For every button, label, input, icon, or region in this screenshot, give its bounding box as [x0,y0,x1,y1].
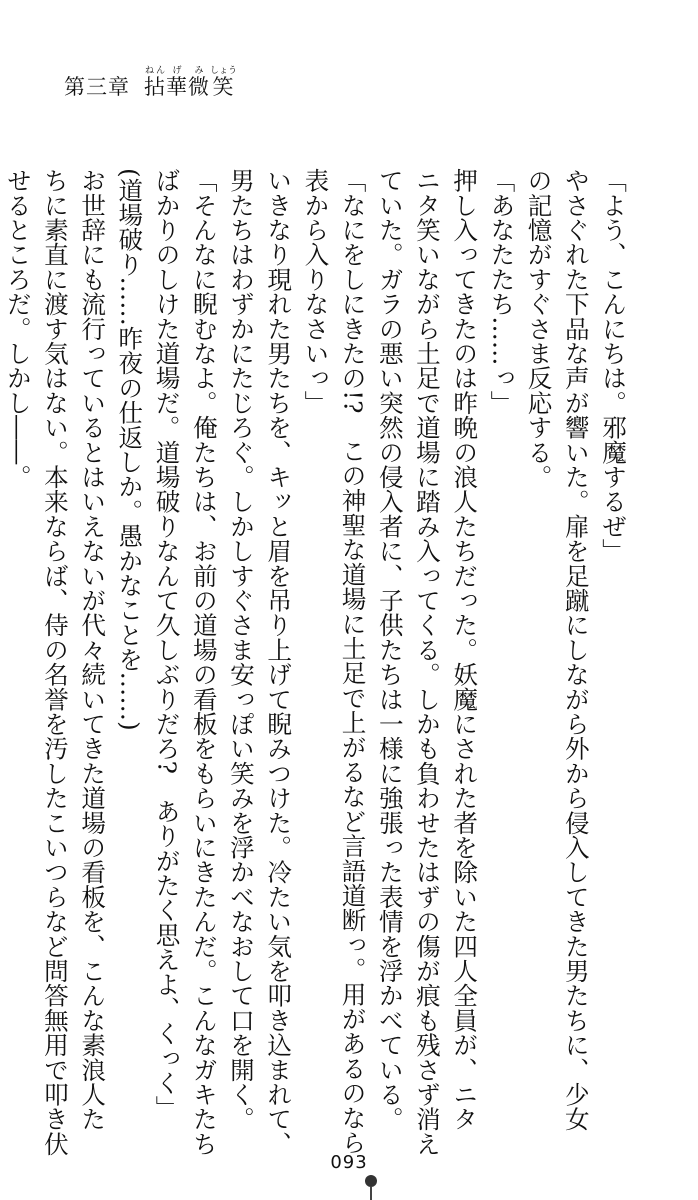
text-line: 押し入ってきたのは昨晩の浪人たちだった。妖魔にされた者を除いた四人全員が、ニタ [450,168,480,1132]
text-line: 「そんなに睨むなよ。俺たちは、お前の道場の看板をもらいにきたんだ。こんなガキたち [189,168,219,1156]
furigana: げ [166,66,188,76]
furigana: み [188,66,210,76]
chapter-header [64,66,237,98]
page-number: 093 [330,1152,368,1173]
title-char-2: 微み [188,66,210,99]
text-line: お世辞にも流行っているとはいえないが代々続いてきた道場の看板を、こんな素浪人た [78,168,108,1132]
text-line: 男たちはわずかにたじろぐ。しかしすぐさま安っぽい笑みを浮かべなおして口を開く。 [226,168,256,1132]
text-line: いきなり現れた男たちを、キッと眉を吊り上げて睨みつけた。冷たい気を叩き込まれて、 [264,168,294,1156]
text-line: やさぐれた下品な声が響いた。扉を足蹴にしながら外から侵入してきた男たちに、少女 [561,168,591,1132]
text-line: 表から入りなさいっ」 [301,168,331,415]
text-line: 「あなたたち……っ」 [487,168,517,415]
chapter-number: 第三章 [64,75,130,99]
bookmark-dot-icon [365,1175,377,1187]
text-line: ちに素直に渡す気はない。本来ならば、侍の名誉を汚したこいつらなど問答無用で叩き伏 [40,168,70,1156]
text-line: の記憶がすぐさま反応する。 [524,168,554,490]
text-line: (道場破り……昨夜の仕返しか。愚かなことを……) [115,168,145,731]
text-line: 「なにをしにきたの!? この神聖な道場に土足で上がるなど言語道断っ。用があるのなら [338,168,368,1155]
furigana: ねん [144,66,166,76]
title-char-1: 華げ [166,66,188,99]
title-char-0: 拈ねん [144,66,166,99]
vertical-text-body [0,168,632,1156]
text-line: 「よう、こんにちは。邪魔するぜ」 [599,168,628,564]
title-char-3: 笑しょう [210,66,238,99]
bookmark-line [370,1187,372,1200]
text-line: ばかりのしけた道場だ。道場破りなんて久しぶりだろ? ありがたく思えよ、くっく」 [152,168,182,1120]
chapter-title [144,66,238,99]
text-line: せるところだ。しかし――。 [3,168,33,490]
furigana: しょう [210,66,238,76]
text-line: ニタ笑いながら土足で道場に踏み入ってくる。しかも負わせたはずの傷が痕も残さず消え [412,168,442,1156]
text-line: ていた。ガラの悪い突然の侵入者に、子供たちは一様に強張った表情を浮かべている。 [375,168,405,1132]
